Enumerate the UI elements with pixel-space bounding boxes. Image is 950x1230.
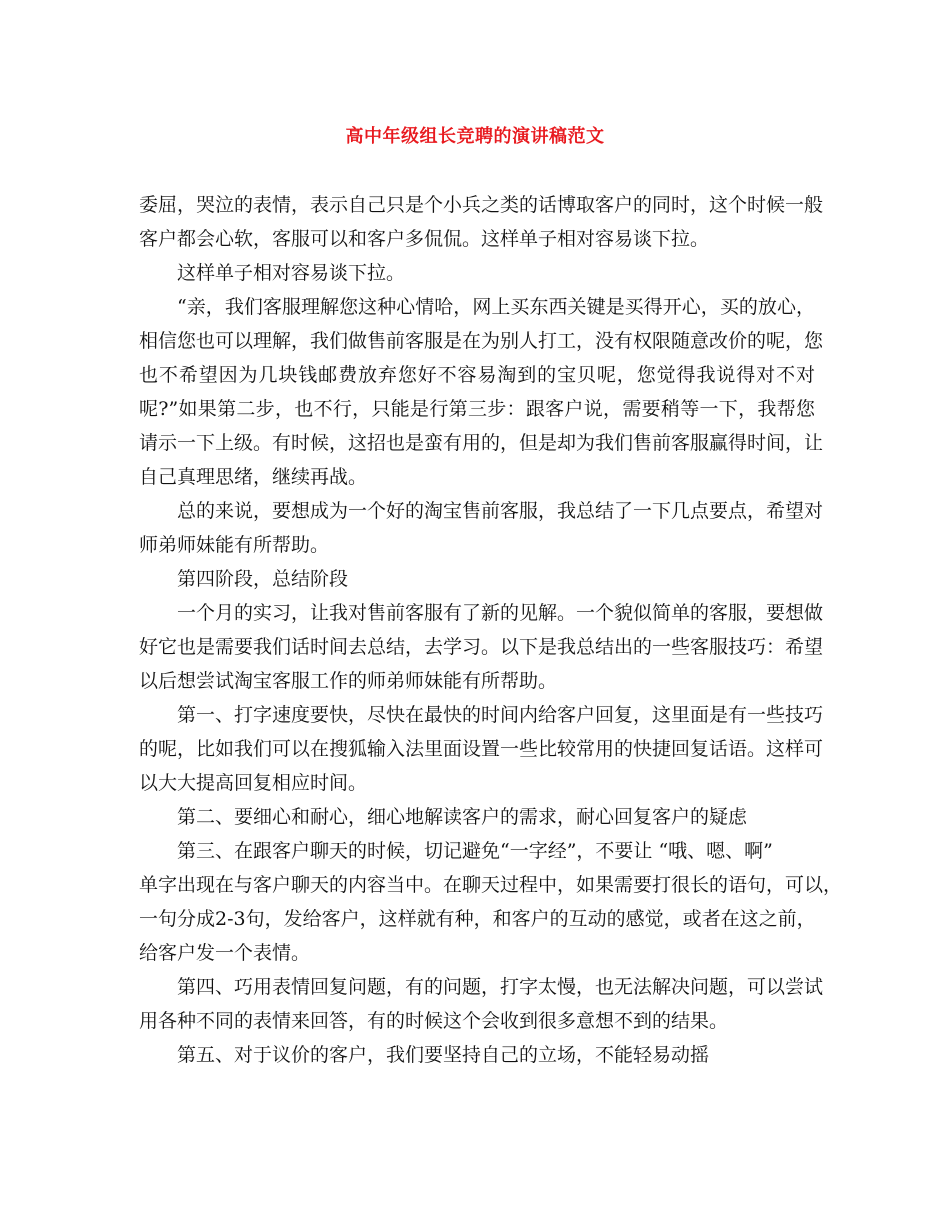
body-line: 一个月的实习，让我对售前客服有了新的见解。一个貌似简单的客服，要想做 — [177, 602, 824, 624]
body-line: 自己真理思绪，继续再战。 — [139, 466, 368, 488]
body-line: 一句分成2-3句，发给客户，这样就有种，和客户的互动的感觉，或者在这之前， — [139, 908, 816, 930]
body-line: 第四、巧用表情回复问题，有的问题，打字太慢，也无法解决问题，可以尝试 — [177, 976, 824, 998]
body-line: 第二、要细心和耐心，细心地解读客户的需求，耐心回复客户的疑虑 — [177, 806, 748, 828]
body-line: 的呢，比如我们可以在搜狐输入法里面设置一些比较常用的快捷回复话语。这样可 — [139, 738, 824, 760]
body-line: 以后想尝试淘宝客服工作的师弟师妹能有所帮助。 — [139, 670, 558, 692]
body-line: 第五、对于议价的客户，我们要坚持自己的立场，不能轻易动摇 — [177, 1044, 710, 1066]
body-line: 好它也是需要我们话时间去总结，去学习。以下是我总结出的一些客服技巧：希望 — [139, 636, 824, 658]
body-line: 呢?”如果第二步，也不行，只能是行第三步：跟客户说，需要稍等一下，我帮您 — [139, 398, 815, 420]
body-line: 第一、打字速度要快，尽快在最快的时间内给客户回复，这里面是有一些技巧 — [177, 704, 824, 726]
body-line: 用各种不同的表情来回答，有的时候这个会收到很多意想不到的结果。 — [139, 1010, 729, 1032]
body-line: “亲，我们客服理解您这种心情哈，网上买东西关键是买得开心，买的放心， — [177, 296, 815, 318]
body-line: 客户都会心软，客服可以和客户多侃侃。这样单子相对容易谈下拉。 — [139, 228, 710, 250]
body-line: 这样单子相对容易谈下拉。 — [177, 262, 406, 284]
body-line: 以大大提高回复相应时间。 — [139, 772, 368, 794]
body-line: 第三、在跟客户聊天的时候，切记避免“一字经”，不要让 “哦、嗯、啊” — [177, 840, 773, 862]
body-line: 委屈，哭泣的表情，表示自己只是个小兵之类的话博取客户的同时，这个时候一般 — [139, 194, 824, 216]
body-line: 第四阶段，总结阶段 — [177, 568, 349, 590]
body-line: 单字出现在与客户聊天的内容当中。在聊天过程中，如果需要打很长的语句，可以， — [139, 874, 843, 896]
document-title: 高中年级组长竞聘的演讲稿范文 — [345, 126, 605, 147]
body-line: 相信您也可以理解，我们做售前客服是在为别人打工，没有权限随意改价的呢，您 — [139, 330, 824, 352]
body-line: 总的来说，要想成为一个好的淘宝售前客服，我总结了一下几点要点，希望对 — [177, 500, 824, 522]
body-line: 师弟师妹能有所帮助。 — [139, 534, 330, 556]
body-line: 给客户发一个表情。 — [139, 942, 311, 964]
document-body — [139, 188, 843, 1072]
body-line: 请示一下上级。有时候，这招也是蛮有用的，但是却为我们售前客服赢得时间，让 — [139, 432, 824, 454]
body-line: 也不希望因为几块钱邮费放弃您好不容易淘到的宝贝呢，您觉得我说得对不对 — [139, 364, 815, 386]
